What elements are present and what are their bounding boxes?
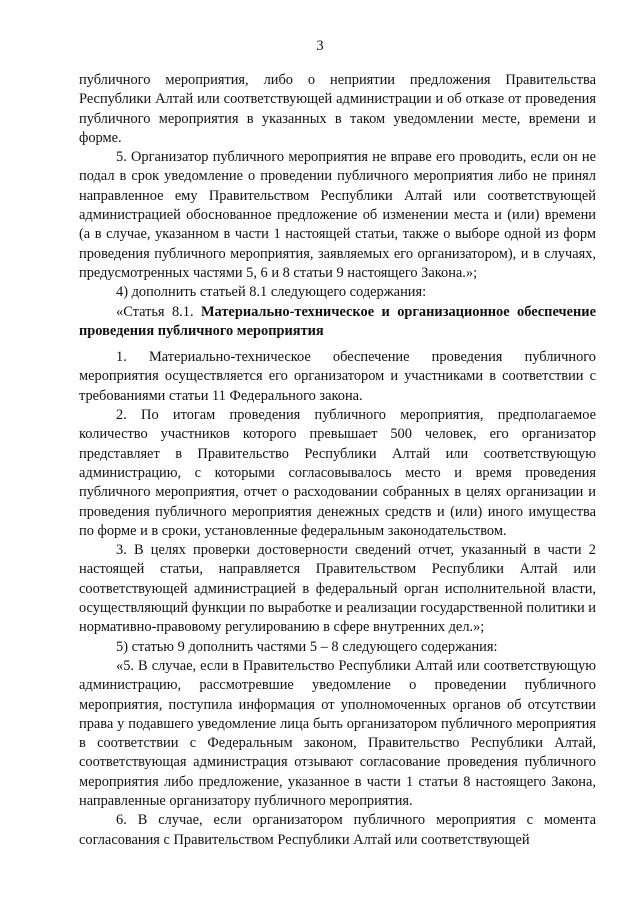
paragraph-new-part-6: 6. В случае, если организатором публичного мероприятия с момента согласования с Правительством Республики Алтай или соответствующей: [79, 812, 596, 848]
paragraph-article-part-3: 3. В целях проверки достоверности сведений отчет, указанный в части 2 настоящей статьи, направляется Правительством Республики Алтай или соответствующей администрацией в федеральный орган исполнительной власти, осуществляющий функции по выработке и реализации государственной политики и нормативно-правовому регулированию в сфере внутренних дел.»;: [79, 542, 596, 636]
document-body: [79, 71, 596, 850]
paragraph-amendment-4: 4) дополнить статьей 8.1 следующего содержания:: [116, 284, 427, 301]
article-number: «Статья 8.1.: [116, 303, 194, 320]
article-title: Материально-техническое и организационное обеспечение проведения публичного мероприятия: [79, 303, 596, 339]
article-heading: [79, 303, 596, 342]
paragraph-article-part-1: 1. Материально-техническое обеспечение проведения публичного мероприятия осуществляется его организатором и участниками в соответствии с требованиями статьи 11 Федерального закона.: [79, 349, 596, 404]
paragraph-article-part-2: 2. По итогам проведения публичного мероприятия, предполагаемое количество участников которого превышает 500 человек, его организатор представляет в Правительство Республики Алтай или соответствующую администрацию, с которыми согласовывалось место и время проведения публичного мероприятия, отчет о расходовании собранных в целях организации и проведения публичного мероприятия денежных средств и (или) иного имущества по форме и в сроки, установленные федеральным законодательством.: [79, 407, 596, 539]
paragraph-new-part-5: «5. В случае, если в Правительство Республики Алтай или соответствующую администрацию, рассмотревшие уведомление о проведении публичного мероприятия, поступила информация от уполномоченных органов об отсутствии права у подавшего уведомление лица быть организатором публичного мероприятия в соответствии с Федеральным законом, Правительство Республики Алтай, соответствующая администрация отзывают согласование проведения публичного мероприятия либо предложение, указанное в части 1 статьи 8 настоящего Закона, направленные организатору публичного мероприятия.: [79, 657, 596, 809]
paragraph-item-5: 5. Организатор публичного мероприятия не вправе его проводить, если он не подал в срок уведомление о проведении публичного мероприятия либо не принял направленное ему Правительством Республики Алтай или соответствующей администрацией обоснованное предложение об изменении места и (или) времени (а в случае, указанном в части 1 настоящей статьи, также о выборе одной из форм проведения публичного мероприятия, заявляемых его организатором), и в случаях, предусмотренных частями 5, 6 и 8 статьи 9 настоящего Закона.»;: [79, 149, 596, 281]
paragraph-continuation: публичного мероприятия, либо о неприятии предложения Правительства Республики Алтай или соответствующей администрации и об отказе от проведения публичного мероприятия в указанных в таком уведомлении месте, времени и форме.: [79, 72, 596, 146]
paragraph-amendment-5: 5) статью 9 дополнить частями 5 – 8 следующего содержания:: [116, 638, 498, 655]
page-number: 3: [316, 38, 324, 54]
